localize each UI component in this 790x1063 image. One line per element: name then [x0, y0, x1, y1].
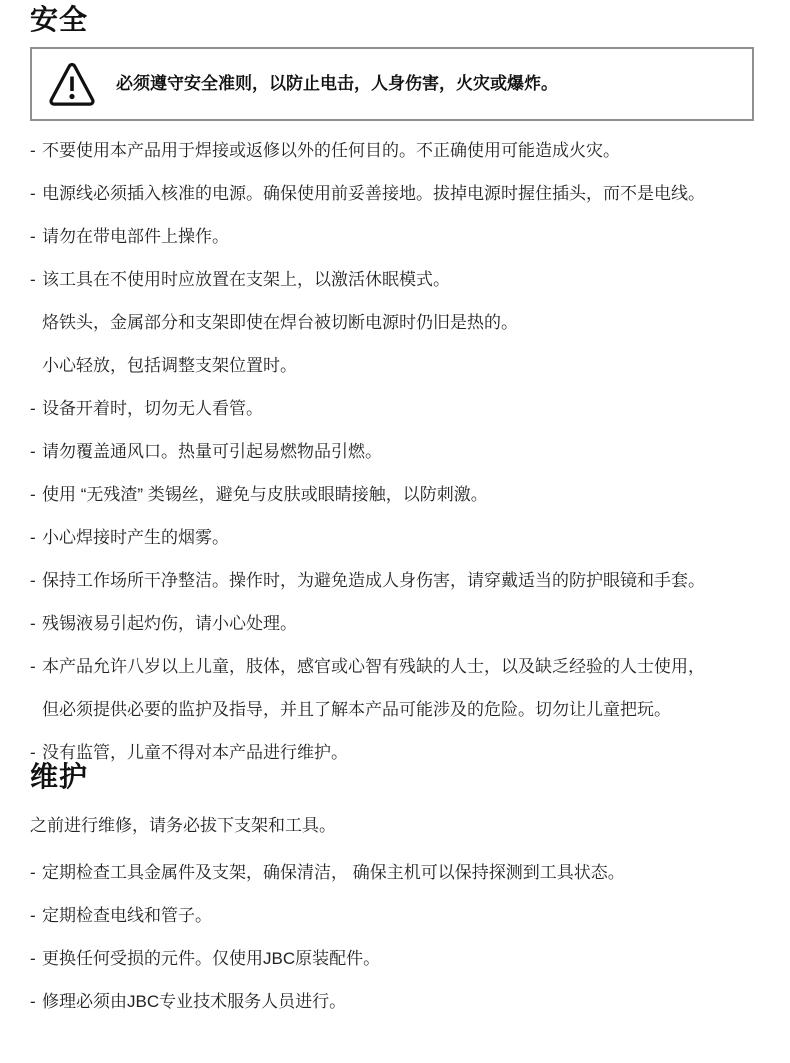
list-item-text: 修理必须由JBC专业技术服务人员进行。 — [42, 992, 347, 1011]
maintenance-heading: 维护 — [30, 761, 89, 792]
list-item — [30, 185, 762, 203]
list-item — [30, 701, 762, 719]
maintenance-list — [30, 864, 762, 1011]
list-item-text: 电源线必须插入核准的电源。确保使用前妥善接地。拔掉电源时握住插头，而不是电线。 — [42, 184, 705, 203]
list-item — [30, 615, 762, 633]
list-item-bullet: - — [30, 184, 36, 203]
list-item — [30, 486, 762, 504]
list-item-text: 本产品允许八岁以上儿童，肢体，感官或心智有残缺的人士，以及缺乏经验的人士使用， — [42, 657, 705, 676]
list-item-bullet: - — [30, 743, 36, 762]
list-item — [30, 950, 762, 968]
list-item — [30, 744, 762, 762]
list-item-text: 没有监管，儿童不得对本产品进行维护。 — [42, 743, 348, 762]
warning-triangle-icon — [48, 62, 96, 106]
list-item — [30, 907, 762, 925]
list-item-bullet: - — [30, 270, 36, 289]
list-item-bullet: - — [30, 863, 36, 882]
list-item-text: 请勿覆盖通风口。热量可引起易燃物品引燃。 — [42, 442, 382, 461]
list-item — [30, 529, 762, 547]
list-item — [30, 572, 762, 590]
list-item-bullet: - — [30, 906, 36, 925]
list-item-text: 烙铁头，金属部分和支架即使在焊台被切断电源时仍旧是热的。 — [42, 313, 518, 332]
list-item — [30, 443, 762, 461]
list-item — [30, 271, 762, 289]
list-item-bullet: - — [30, 227, 36, 246]
list-item-bullet: - — [30, 657, 36, 676]
list-item-text: 使用 “无残渣” 类锡丝，避免与皮肤或眼睛接触，以防刺激。 — [42, 485, 488, 504]
list-item-bullet: - — [30, 442, 36, 461]
list-item-text: 请勿在带电部件上操作。 — [42, 227, 229, 246]
list-item-text: 不要使用本产品用于焊接或返修以外的任何目的。不正确使用可能造成火灾。 — [42, 141, 620, 160]
list-item-text: 定期检查工具金属件及支架，确保清洁， 确保主机可以保持探测到工具状态。 — [42, 863, 625, 882]
list-item-bullet: - — [30, 141, 36, 160]
list-item-bullet: - — [30, 571, 36, 590]
list-item-text: 该工具在不使用时应放置在支架上，以激活休眠模式。 — [42, 270, 450, 289]
list-item-bullet: - — [30, 485, 36, 504]
list-item — [30, 142, 762, 160]
list-item-text: 更换任何受损的元件。仅使用JBC原装配件。 — [42, 949, 381, 968]
list-item — [30, 864, 762, 882]
list-item-text: 保持工作场所干净整洁。操作时，为避免造成人身伤害，请穿戴适当的防护眼镜和手套。 — [42, 571, 705, 590]
list-item-bullet: - — [30, 528, 36, 547]
list-item-text: 但必须提供必要的监护及指导，并且了解本产品可能涉及的危险。切勿让儿童把玩。 — [42, 700, 671, 719]
list-item-bullet: - — [30, 399, 36, 418]
safety-heading: 安全 — [30, 4, 89, 35]
list-item-text: 残锡液易引起灼伤，请小心处理。 — [42, 614, 297, 633]
maintenance-intro: 之前进行维修，请务必拔下支架和工具。 — [30, 816, 336, 835]
warning-box — [30, 47, 754, 121]
list-item — [30, 993, 762, 1011]
list-item-bullet: - — [30, 992, 36, 1011]
list-item — [30, 357, 762, 375]
list-item-text: 定期检查电线和管子。 — [42, 906, 212, 925]
list-item — [30, 314, 762, 332]
warning-text: 必须遵守安全准则，以防止电击，人身伤害，火灾或爆炸。 — [116, 74, 558, 93]
list-item-text: 小心焊接时产生的烟雾。 — [42, 528, 229, 547]
list-item-bullet: - — [30, 614, 36, 633]
safety-list — [30, 142, 762, 762]
list-item-bullet: - — [30, 949, 36, 968]
list-item — [30, 228, 762, 246]
list-item — [30, 400, 762, 418]
list-item — [30, 658, 762, 676]
list-item-text: 小心轻放，包括调整支架位置时。 — [42, 356, 297, 375]
list-item-text: 设备开着时，切勿无人看管。 — [42, 399, 263, 418]
